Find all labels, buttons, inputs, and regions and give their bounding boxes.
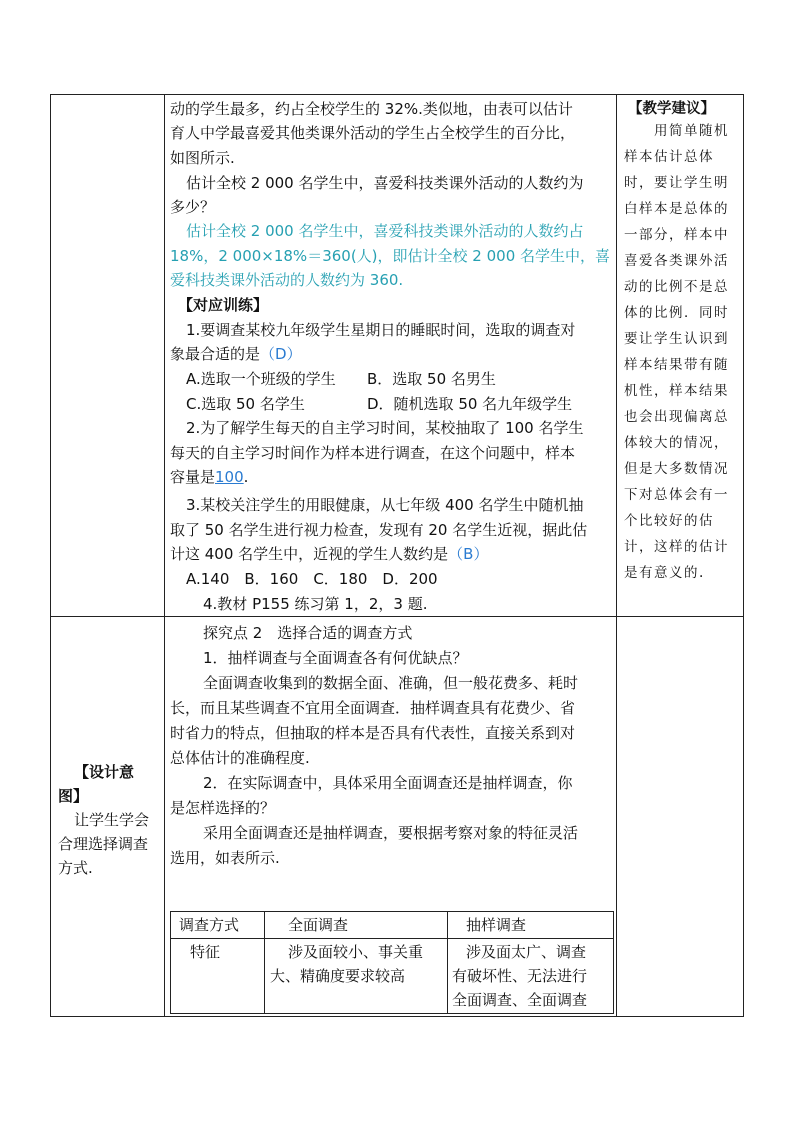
note-line: 体的比例．同时 [624,305,729,321]
text-line: 估计全校 2 000 名学生中，喜爱科技类课外活动的人数约为 [186,174,584,192]
inner-table-divider [447,911,448,1014]
inner-table-border-left [170,911,171,1014]
design-intent-line: 方式. [58,859,93,877]
inner-table-border-top [170,911,614,912]
teaching-advice-title: 【教学建议】 [628,101,715,117]
table-header: 全面调查 [288,916,349,934]
options-line: A.140 B．160 C．180 D．200 [186,570,438,588]
table-cell-line: 大、精确度要求较高 [270,967,406,985]
question-text: 容量是 [170,468,216,486]
option-c: C.选取 50 名学生 [186,395,305,413]
inner-table-header-divider [170,938,614,939]
text-line: 育人中学最喜爱其他类课外活动的学生占全校学生的百分比， [170,124,576,142]
question-line [170,342,610,367]
question-line: 每天的自主学习时间作为样本进行调查，在这个问题中，样本 [170,444,576,462]
note-line: 计，这样的估计 [624,539,729,555]
note-line: 体较大的情况， [624,435,729,451]
answer-line: 长，而且某些调查不宜用全面调查．抽样调查具有花费少、省 [170,699,576,717]
answer-line: 采用全面调查还是抽样调查，要根据考察对象的特征灵活 [203,824,579,842]
question-line: 4.教材 P155 练习第 1，2，3 题. [203,595,428,613]
note-line: 要让学生认识到 [624,331,729,347]
note-line: 机性，样本结果 [624,383,729,399]
section-heading: 探究点 2 选择合适的调查方式 [203,624,413,642]
question-line [170,542,610,567]
answer-line: 总体估计的准确程度. [170,749,310,767]
answer-value: 100 [215,468,244,486]
answer-line: 估计全校 2 000 名学生中，喜爱科技类课外活动的人数约占 [186,222,584,240]
table-cell-line: 有破坏性、无法进行 [452,967,588,985]
question-text: 计这 400 名学生中，近视的学生人数约是 [170,545,449,563]
question-line: 取了 50 名学生进行视力检查，发现有 20 名学生近视，据此估 [170,521,588,539]
answer-line: 时省力的特点，但抽取的样本是否具有代表性，直接关系到对 [170,724,576,742]
note-line: 一部分，样本中 [624,227,729,243]
answer-line: 全面调查收集到的数据全面、准确，但一般花费多、耗时 [203,674,579,692]
note-line: 下对总体会有一 [624,487,729,503]
table-row-label: 特征 [190,943,221,961]
note-line: 样本结果带有随 [624,357,729,373]
note-line: 但是大多数情况 [624,461,729,477]
note-line: 白样本是总体的 [624,201,729,217]
column-divider-left [164,94,165,1017]
inner-table-border-bottom [170,1013,614,1014]
answer-line: 选用，如表所示. [170,849,280,867]
text-line: 如图所示. [170,149,235,167]
answer-line: 18%，2 000×18%＝360(人)，即估计全校 2 000 名学生中，喜 [170,247,611,265]
design-intent-line: 合理选择调查 [58,835,149,853]
table-cell-line: 涉及面太广、调查 [466,943,587,961]
note-line: 喜爱各类课外活 [624,253,729,269]
text-line: 动的学生最多，约占全校学生的 32%.类似地，由表可以估计 [170,100,573,118]
answer-choice: （B） [448,545,489,563]
question-line [170,465,610,490]
question-line: 1．抽样调查与全面调查各有何优缺点？ [203,649,468,667]
inner-table-divider [264,911,265,1014]
text-line: 多少？ [170,198,216,216]
question-line: 2.为了解学生每天的自主学习时间，某校抽取了 100 名学生 [186,419,584,437]
question-line: 3.某校关注学生的用眼健康，从七年级 400 名学生中随机抽 [186,496,584,514]
question-text: 象最合适的是 [170,345,261,363]
option-b: B．选取 50 名男生 [367,370,496,388]
table-cell-line: 全面调查、全面调查 [452,991,588,1009]
note-line: 时，要让学生明 [624,175,729,191]
note-line: 个比较好的估 [624,513,714,529]
period: . [243,468,249,486]
question-line: 1.要调查某校九年级学生星期日的睡眠时间，选取的调查对 [186,321,576,339]
answer-line: 爱科技类课外活动的人数约为 360. [170,271,404,289]
design-intent-title: 【设计意 [74,763,135,781]
question-line: 是怎样选择的？ [170,799,276,817]
note-line: 动的比例不是总 [624,279,729,295]
note-line: 也会出现偏离总 [624,409,729,425]
option-d: D．随机选取 50 名九年级学生 [367,395,573,413]
note-line: 用简单随机 [654,123,729,139]
table-header: 抽样调查 [466,916,527,934]
option-a: A.选取一个班级的学生 [186,370,336,388]
design-intent-line: 让学生学会 [74,811,150,829]
design-intent-title: 图】 [58,787,89,805]
note-line: 是有意义的. [624,565,705,581]
table-header: 调查方式 [179,916,240,934]
practice-title: 【对应训练】 [178,296,269,314]
note-line: 样本估计总体 [624,149,714,165]
table-cell-line: 涉及面较小、事关重 [288,943,424,961]
question-line: 2．在实际调查中，具体采用全面调查还是抽样调查，你 [203,774,573,792]
inner-table-border-right [613,911,614,1014]
answer-choice: （D） [260,345,302,363]
